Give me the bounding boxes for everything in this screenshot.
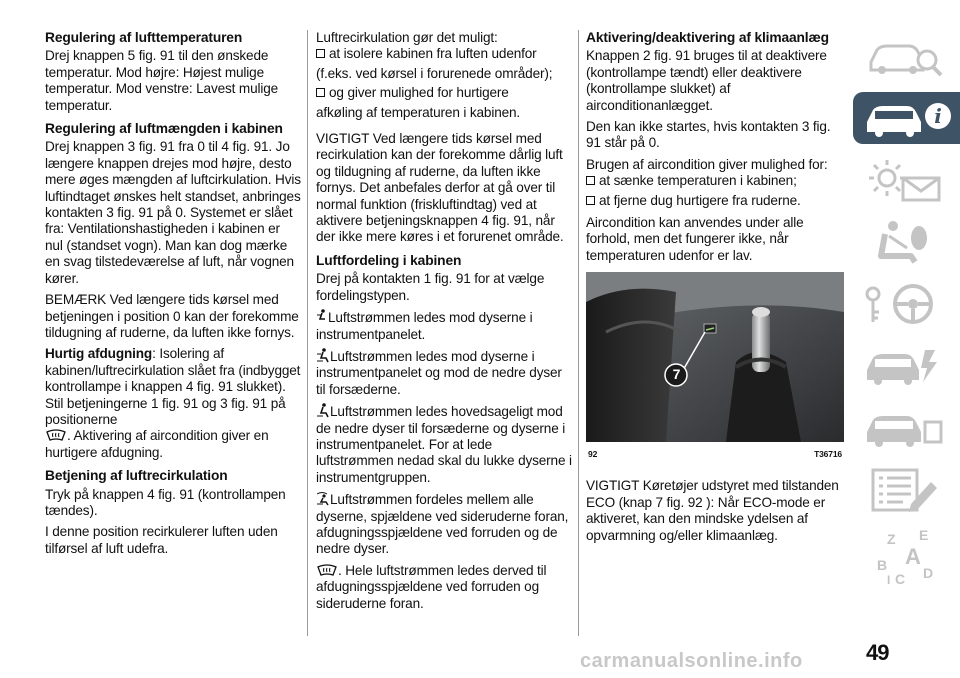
distribution-option-1 <box>316 309 572 343</box>
checkbox-bullet-icon <box>586 196 595 205</box>
text: at fjerne dug hurtigere fra ruderne. <box>599 192 801 208</box>
column-2 <box>316 30 572 617</box>
warning-lights-icon <box>853 154 953 206</box>
svg-text:i: i <box>934 104 942 128</box>
sidebar-item-airbag-seat[interactable] <box>853 216 953 268</box>
paragraph: VIGTIGT Ved længere tids kørsel med recirkulation kan der forekomme dårlig luft og tildugning af ruderne, da luften ikke fornys. Det anbefales derfor at gå over til normal funktion (friskluftindtag) ved at aktivere betjeningsknappen 4 fig. 91, når der ikke mere køres i et forurenet område. <box>316 131 564 245</box>
alphabet-index-icon <box>853 526 953 588</box>
car-info-icon <box>853 92 960 144</box>
paragraph: Knappen 2 fig. 91 bruges til at deaktivere (kontrollampe tændt) eller deaktivere (kontrollampe slukket) af airconditionanlægget. <box>586 48 827 113</box>
figure-92-photo <box>586 272 844 442</box>
paragraph: Den kan ikke startes, hvis kontakten 3 fig. 91 står på 0. <box>586 119 831 151</box>
checkbox-bullet-icon <box>316 49 325 58</box>
sidebar-item-car-info[interactable] <box>853 92 960 144</box>
sidebar-item-car-search[interactable] <box>853 30 953 82</box>
figure-caption <box>586 446 844 458</box>
text: Luftstrømmen fordeles mellem alle dyserne, spjældene ved sideruderne foran, afdugningsspjældene ved forruden og de nedre dyser. <box>316 492 569 557</box>
figure-number: 92 <box>588 449 598 460</box>
column-3 <box>586 30 848 549</box>
sidebar-item-alphabet-index[interactable] <box>853 526 953 588</box>
figure-code: T36716 <box>814 449 842 460</box>
paragraph: Brugen af aircondition giver mulighed for: <box>586 156 828 172</box>
list-item <box>586 173 848 189</box>
paragraph: Aircondition kan anvendes under alle forhold, men det fungerer ikke, når temperaturen udenfor er lav. <box>586 215 804 263</box>
car-service-icon <box>853 402 953 454</box>
airflow-face-feet-icon <box>316 348 330 363</box>
paragraph: I denne position recirkulerer luften uden tilførsel af luft udefra. <box>45 524 278 556</box>
heading-airflow: Regulering af luftmængden i kabinen <box>45 121 283 137</box>
paragraph: (f.eks. ved kørsel i forurenede områder); <box>316 65 553 81</box>
index-letter: C <box>895 571 906 587</box>
eco-button-photo <box>586 272 844 442</box>
heading-temperature: Regulering af lufttemperaturen <box>45 30 243 45</box>
bold-term: Hurtig afdugning <box>45 346 153 362</box>
paragraph: Drej knappen 3 fig. 91 fra 0 til 4 fig. 91. Jo længere knappen drejes mod højre, desto mere øges mængden af luftcirkulation. Hvis luftindtaget ønskes helt standset, anbringes kontakten 3 fig. 91 på 0. Systemet er slået fra: Ventilationshastigheden i kabinen er nul (standset vogn). Man kan dog mærke en svag tilstedeværelse af luft, når vognen kører. <box>45 139 301 286</box>
paragraph-quick-defog <box>45 346 301 461</box>
watermark: carmanualsonline.info <box>580 650 803 672</box>
paragraph: Tryk på knappen 4 fig. 91 (kontrollampen tændes). <box>45 486 286 518</box>
paragraph: Drej på kontakten 1 fig. 91 for at vælge fordelingstypen. <box>316 271 545 303</box>
figure-callout: 7 <box>672 366 681 383</box>
index-letter: E <box>919 527 929 543</box>
text: . Aktivering af aircondition giver en hurtigere afdugning. <box>45 428 269 460</box>
chapter-index-sidebar <box>853 30 960 598</box>
sidebar-item-car-service[interactable] <box>853 402 953 454</box>
steering-key-icon <box>853 278 953 330</box>
airflow-face-icon <box>316 309 328 324</box>
list-item <box>316 46 572 62</box>
index-letter: B <box>877 557 888 573</box>
paragraph: Luftrecirkulation gør det muligt: <box>316 30 498 45</box>
paragraph: Drej knappen 5 fig. 91 til den ønskede temperatur. Mod højre: Højest mulige temperatur. Mod venstre: Lavest mulige temperatur. <box>45 48 279 113</box>
index-letter: I <box>887 573 891 587</box>
index-letter: D <box>923 565 934 581</box>
sidebar-item-checklist[interactable] <box>853 464 953 516</box>
text: Luftstrømmen ledes hovedsageligt mod de nedre dyser til forsæderne og dyserne i instrumentpanelet. For at lede luftstrømmen nedad skal du lukke dyserne i instrumentgruppen. <box>316 404 572 485</box>
checkbox-bullet-icon <box>316 88 325 97</box>
list-item <box>586 193 848 209</box>
heading-ac-toggle: Aktivering/deaktivering af klimaanlæg <box>586 30 829 45</box>
car-search-icon <box>853 30 953 82</box>
windscreen-defrost-icon <box>316 564 338 577</box>
paragraph: VIGTIGT Køretøjer udstyret med tilstanden ECO (knap 7 fig. 92 ): Når ECO-mode er aktiveret, kan den mindske ydelsen af opvarmning og/eller klimaanlæg. <box>586 478 839 543</box>
sidebar-item-car-breakdown[interactable] <box>853 340 953 392</box>
text: og giver mulighed for hurtigere <box>329 85 509 101</box>
distribution-option-5 <box>316 563 572 612</box>
page-number: 49 <box>866 640 889 665</box>
list-item <box>316 85 572 101</box>
sidebar-item-warning-lights[interactable] <box>853 154 953 206</box>
car-breakdown-icon <box>853 340 953 392</box>
text: Luftstrømmen ledes mod dyserne i instrumentpanelet. <box>316 310 533 342</box>
checklist-icon <box>853 464 953 516</box>
paragraph: afkøling af temperaturen i kabinen. <box>316 104 521 120</box>
paragraph: BEMÆRK Ved længere tids kørsel med betjeningen i position 0 kan der forekomme tildugning af ruderne, da luften ikke fornys. <box>45 292 299 340</box>
text: Luftstrømmen ledes mod dyserne i instrumentpanelet og mod de nedre dyser til forsæderne. <box>316 348 562 397</box>
airflow-feet-icon <box>316 403 330 418</box>
heading-air-distribution: Luftfordeling i kabinen <box>316 252 462 268</box>
heading-recirculation: Betjening af luftrecirkulation <box>45 468 228 484</box>
index-letter: Z <box>887 531 896 547</box>
distribution-option-3 <box>316 403 572 486</box>
index-letter: A <box>905 544 921 569</box>
distribution-option-4 <box>316 491 572 558</box>
text: : Isolering af kabinen/luftrecirkulation slået fra (indbygget kontrollampe i knappen 4 fig. 91 slukket). Stil betjeningerne 1 fig. 91 og 3 fig. 91 på positionerne <box>45 346 301 427</box>
airflow-windscreen-feet-icon <box>316 491 330 506</box>
text: at isolere kabinen fra luften udenfor <box>329 46 537 62</box>
distribution-option-2 <box>316 348 572 398</box>
windscreen-defrost-icon <box>45 429 67 442</box>
column-1 <box>45 30 301 562</box>
text: at sænke temperaturen i kabinen; <box>599 173 797 189</box>
text: . Hele luftstrømmen ledes derved til afdugningsspjældene ved forruden og sideruderne foran. <box>316 562 547 611</box>
column-divider-1 <box>307 30 308 636</box>
sidebar-item-steering-key[interactable] <box>853 278 953 330</box>
airbag-seat-icon <box>853 216 953 268</box>
checkbox-bullet-icon <box>586 176 595 185</box>
column-divider-2 <box>578 30 579 636</box>
